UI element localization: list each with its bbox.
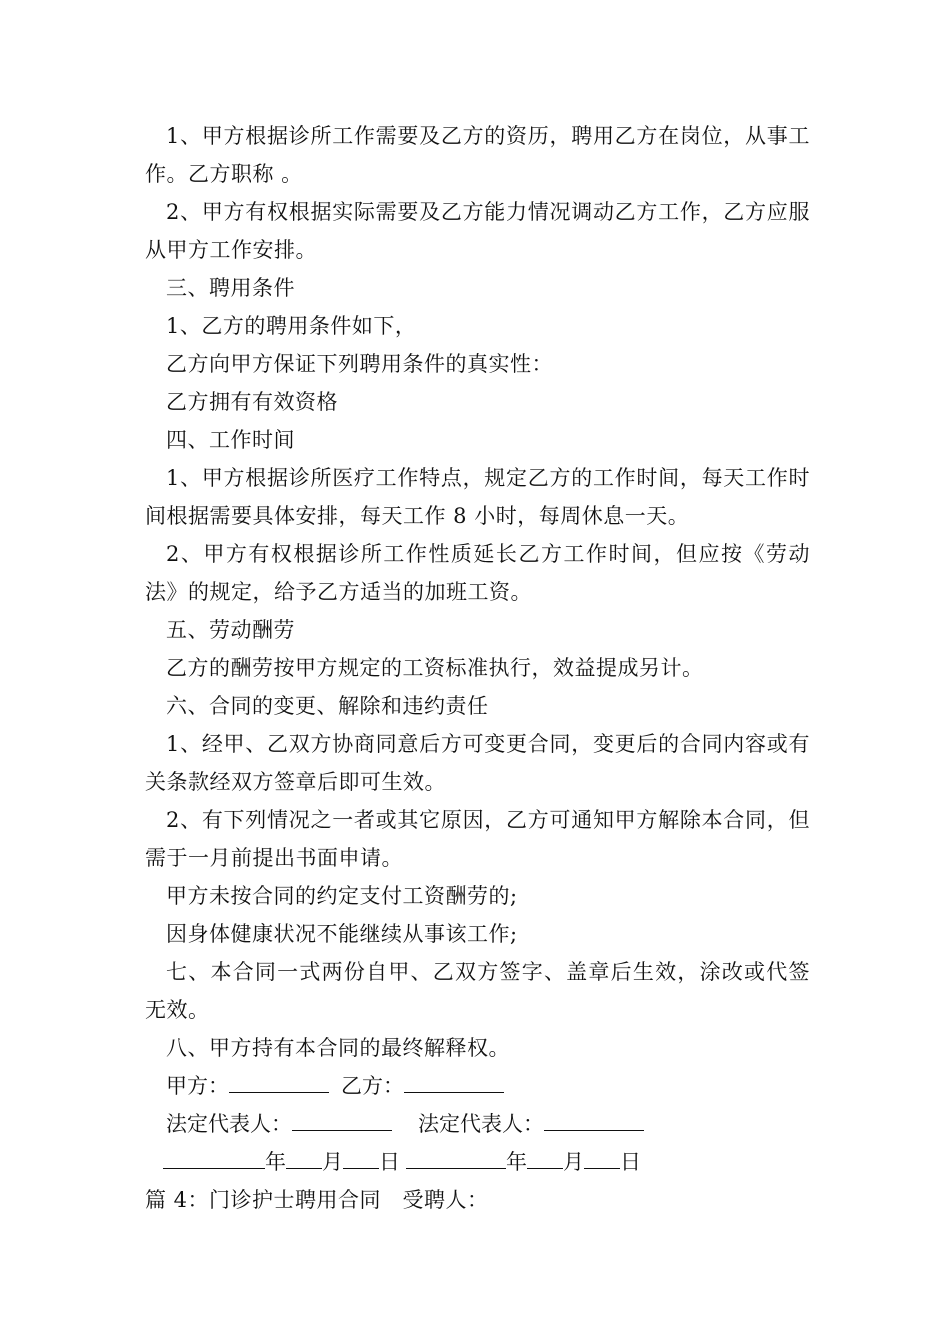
signature-rep-line — [145, 1105, 810, 1143]
paragraph: 乙方拥有有效资格 — [166, 390, 338, 414]
party-a-blank[interactable] — [229, 1068, 329, 1093]
section-heading: 四、工作时间 — [166, 428, 295, 452]
paragraph: 乙方向甲方保证下列聘用条件的真实性： — [166, 352, 553, 376]
paragraph: 2、有下列情况之一者或其它原因，乙方可通知甲方解除本合同，但需于一月前提出书面申请。 — [145, 808, 810, 870]
section-heading: 五、劳动酬劳 — [166, 618, 295, 642]
date-b-day-blank[interactable] — [584, 1144, 620, 1169]
date-a-day-blank[interactable] — [343, 1144, 379, 1169]
year-label: 年 — [265, 1150, 286, 1174]
paragraph: 因身体健康状况不能继续从事该工作; — [166, 922, 518, 946]
section-heading: 八、甲方持有本合同的最终解释权。 — [166, 1036, 510, 1060]
paragraph: 甲方未按合同的约定支付工资酬劳的; — [166, 884, 518, 908]
date-a-month-blank[interactable] — [286, 1144, 322, 1169]
rep-b-blank[interactable] — [544, 1106, 644, 1131]
contract-body — [145, 117, 810, 1219]
paragraph: 2、甲方有权根据实际需要及乙方能力情况调动乙方工作，乙方应服从甲方工作安排。 — [145, 200, 810, 262]
paragraph: 乙方的酬劳按甲方规定的工资标准执行，效益提成另计。 — [166, 656, 704, 680]
paragraph: 1、甲方根据诊所工作需要及乙方的资历，聘用乙方在岗位，从事工作。乙方职称 。 — [145, 124, 810, 186]
rep-b-label: 法定代表人： — [418, 1112, 544, 1136]
date-b-month-blank[interactable] — [527, 1144, 563, 1169]
party-b-blank[interactable] — [404, 1068, 504, 1093]
rep-a-blank[interactable] — [292, 1106, 392, 1131]
date-a-year-blank[interactable] — [163, 1144, 265, 1169]
paragraph: 1、甲方根据诊所医疗工作特点，规定乙方的工作时间，每天工作时间根据需要具体安排，每天工作 8 小时，每周休息一天。 — [145, 466, 810, 528]
month-label: 月 — [563, 1150, 584, 1174]
party-a-label: 甲方： — [166, 1074, 229, 1098]
rep-a-label: 法定代表人： — [166, 1112, 292, 1136]
date-b-year-blank[interactable] — [406, 1144, 506, 1169]
paragraph: 2、甲方有权根据诊所工作性质延长乙方工作时间，但应按《劳动法》的规定，给予乙方适当的加班工资。 — [145, 542, 810, 604]
month-label: 月 — [322, 1150, 343, 1174]
paragraph: 1、经甲、乙双方协商同意后方可变更合同，变更后的合同内容或有关条款经双方签章后即可生效。 — [145, 732, 810, 794]
party-b-label: 乙方： — [341, 1074, 404, 1098]
paragraph: 1、乙方的聘用条件如下， — [166, 314, 417, 338]
next-contract-title: 篇 4：门诊护士聘用合同 受聘人： — [145, 1188, 489, 1212]
year-label: 年 — [506, 1150, 527, 1174]
day-label: 日 — [379, 1150, 400, 1174]
section-heading: 三、聘用条件 — [166, 276, 295, 300]
section-heading: 七、本合同一式两份自甲、乙双方签字、盖章后生效，涂改或代签无效。 — [145, 960, 810, 1022]
signature-parties-line — [145, 1067, 810, 1105]
day-label: 日 — [620, 1150, 641, 1174]
section-heading: 六、合同的变更、解除和违约责任 — [166, 694, 489, 718]
signature-date-line — [145, 1143, 810, 1181]
